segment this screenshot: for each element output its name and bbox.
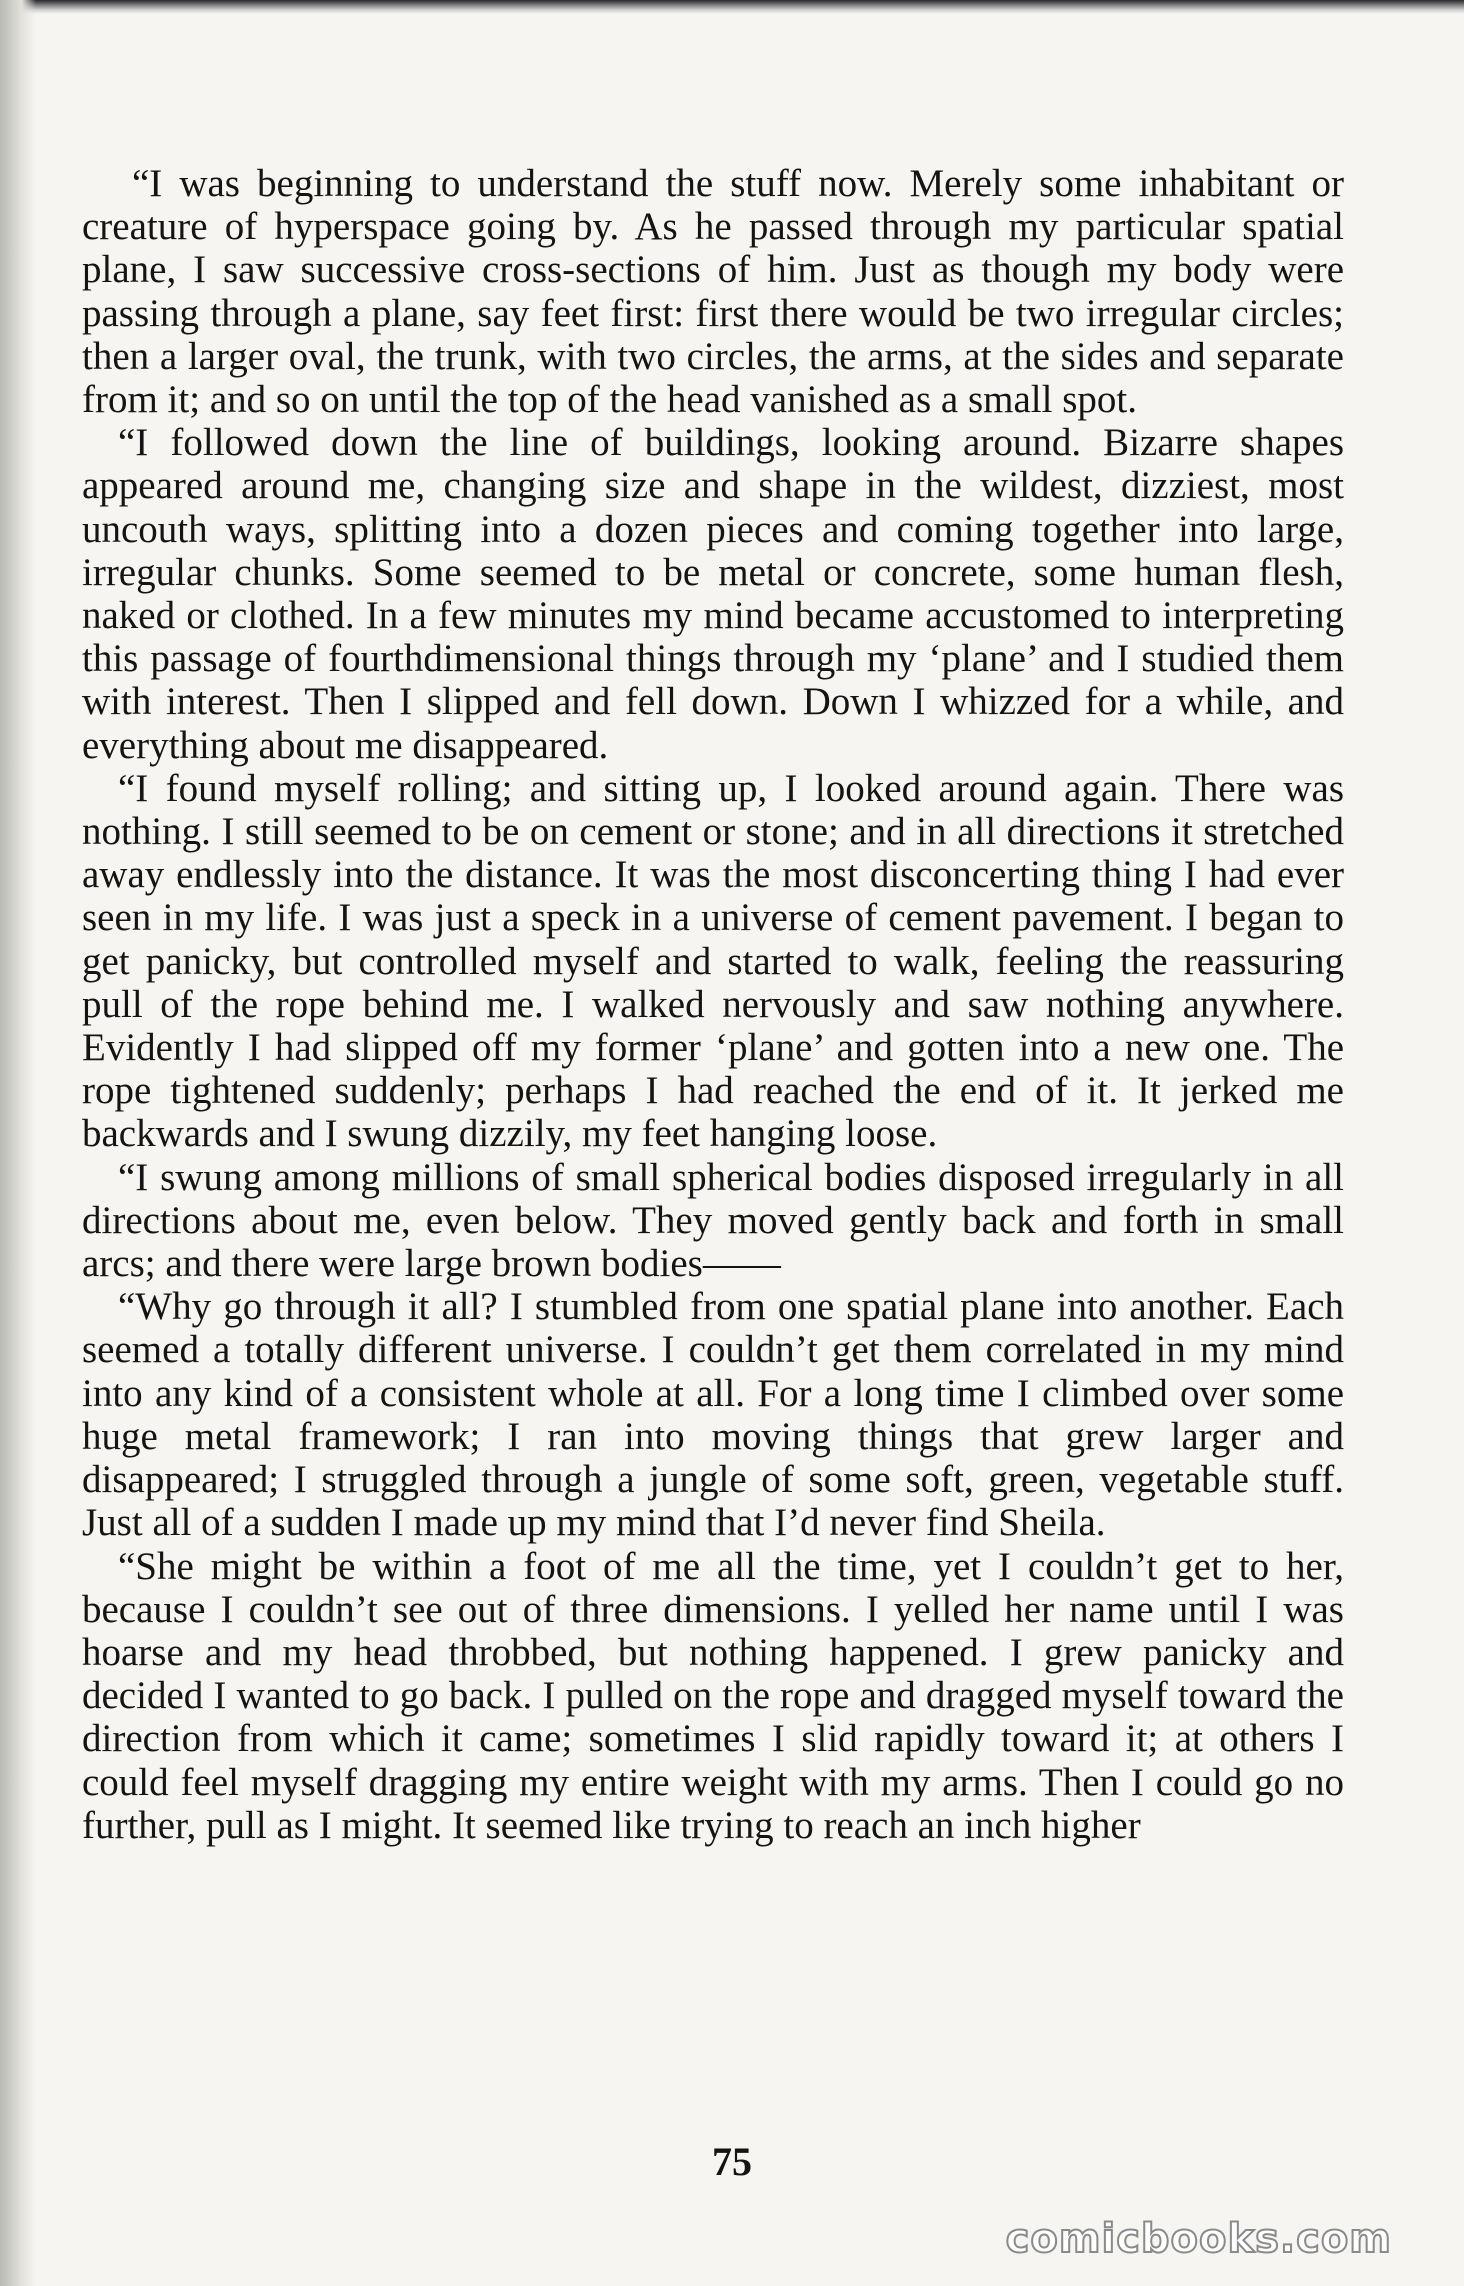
page-number: 75 xyxy=(712,2139,752,2184)
paragraph: “Why go through it all? I stumbled from one spatial plane into another. Each seemed a totally different universe. I couldn’t get them correlated in my mind into any kind of a consistent whole at all. For a long time I climbed over some huge metal framework; I ran into moving things that grew larger and disappeared; I struggled through a jungle of some soft, green, vegetable stuff. Just all of a sudden I made up my mind that I’d never find Sheila. xyxy=(82,1285,1344,1545)
scan-left-edge xyxy=(0,0,36,2286)
paragraph: “She might be within a foot of me all the time, yet I couldn’t get to her, because I couldn’t see out of three dimensions. I yelled her name until I was hoarse and my head throbbed, but nothing happened. I grew panicky and decided I wanted to go back. I pulled on the rope and dragged myself toward the direction from which it came; sometimes I slid rapidly toward it; at others I could feel myself dragging my entire weight with my arms. Then I could go no further, pull as I might. It seemed like trying to reach an inch higher xyxy=(82,1544,1344,1847)
scan-top-edge xyxy=(0,0,1464,14)
site-watermark: comicbooks.com xyxy=(1005,2216,1392,2262)
paragraph: “I followed down the line of buildings, looking around. Bizarre shapes appeared around me, changing size and shape in the wildest, dizziest, most uncouth ways, splitting into a dozen pieces and coming together into large, irregular chunks. Some seemed to be metal or concrete, some human flesh, naked or clothed. In a few minutes my mind became accustomed to interpreting this passage of fourthdimensional things through my ‘plane’ and I studied them with interest. Then I slipped and fell down. Down I whizzed for a while, and everything about me disappeared. xyxy=(82,421,1344,767)
paragraph: “I was beginning to understand the stuff now. Merely some inhabitant or creature of hyperspace going by. As he passed through my particular spatial plane, I saw successive cross-sections of him. Just as though my body were passing through a plane, say feet first: first there would be two irregular circles; then a larger oval, the trunk, with two circles, the arms, at the sides and separate from it; and so on until the top of the head vanished as a small spot. xyxy=(82,162,1344,422)
paragraph: “I swung among millions of small spherical bodies disposed irregularly in all directions about me, even below. They moved gently back and forth in small arcs; and there were large brown bodies—— xyxy=(82,1155,1344,1286)
paragraph: “I found myself rolling; and sitting up, I looked around again. There was nothing. I still seemed to be on cement or stone; and in all directions it stretched away endlessly into the distance. It was the most disconcerting thing I had ever seen in my life. I was just a speck in a universe of cement pavement. I began to get panicky, but controlled myself and started to walk, feeling the reassuring pull of the rope behind me. I walked nervously and saw nothing anywhere. Evidently I had slipped off my former ‘plane’ and gotten into a new one. The rope tightened suddenly; perhaps I had reached the end of it. It jerked me backwards and I swung dizzily, my feet hanging loose. xyxy=(82,766,1344,1156)
body-text xyxy=(82,162,1344,1847)
